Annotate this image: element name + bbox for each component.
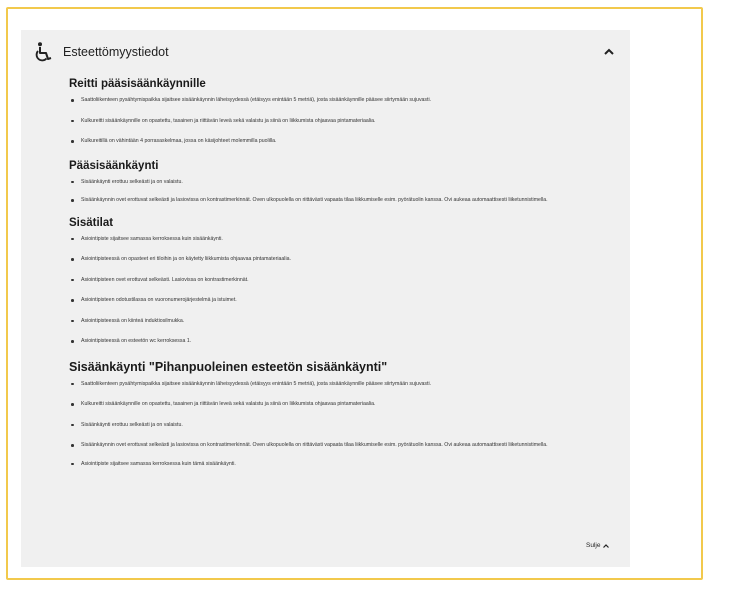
list-item: Asiointipiste sijaitsee samassa kerroksessa kuin tämä sisäänkäynti. [69, 460, 624, 469]
list-item: Asiointipisteessä on esteetön wc kerroksessa 1. [69, 337, 624, 346]
section-heading-route: Reitti pääsisäänkäynnille [69, 78, 206, 90]
list-item: Sisäänkäynti erottuu selkeästi ja on valaistu. [69, 421, 624, 430]
close-label: Sulje [586, 542, 601, 549]
list-item: Kulkureitti sisäänkäynnille on opastettu, tasainen ja riittävän leveä sekä valaistu ja siinä on liikkumista ohjaavaa pintamateriaalia. [69, 400, 624, 409]
chevron-up-icon[interactable] [604, 48, 614, 55]
list-item: Sisäänkäynnin ovet erottuvat selkeästi ja lasiovissa on kontrastimerkinnät. Oven ulkopuolella on riittävästi vapaata tilaa liikkumiselle esim. pyörätuolin kanssa. Ovi aukeaa automaattisesti liiketunnistimella. [69, 196, 624, 205]
list-item: Asiointipiste sijaitsee samassa kerroksessa kuin sisäänkäynti. [69, 235, 624, 244]
section-heading-main-entrance: Pääsisäänkäynti [69, 159, 159, 172]
accordion-header[interactable] [21, 30, 630, 72]
list-item: Asiointipisteessä on kiinteä induktiosilmukka. [69, 317, 624, 326]
list-item: Saattoliikenteen pysähtymispaikka sijaitsee sisäänkäynnin läheisyydessä (etäisyys enintään 5 metriä), josta sisäänkäynnille pääsee siirtymään sujuvasti. [69, 380, 624, 389]
section-list-interior [69, 235, 624, 346]
accordion-content [69, 78, 624, 468]
list-item: Sisäänkäynnin ovet erottuvat selkeästi ja lasiovissa on kontrastimerkinnät. Oven ulkopuolella on riittävästi vapaata tilaa liikkumiselle esim. pyörätuolin kanssa. Ovi aukeaa automaattisesti liiketunnistimella. [69, 441, 624, 450]
list-item: Kulkureitti sisäänkäynnille on opastettu, tasainen ja riittävän leveä sekä valaistu ja siinä on liikkumista ohjaavaa pintamateriaalia. [69, 117, 624, 126]
list-item: Saattoliikenteen pysähtymispaikka sijaitsee sisäänkäynnin läheisyydessä (etäisyys enintään 5 metriä), josta sisäänkäynnille pääsee siirtymään sujuvasti. [69, 96, 624, 105]
section-heading-courtyard-entrance: Sisäänkäynti "Pihanpuoleinen esteetön sisäänkäynti" [69, 359, 388, 374]
list-item: Sisäänkäynti erottuu selkeästi ja on valaistu. [69, 178, 624, 187]
section-list-route [69, 96, 624, 146]
section-heading-interior: Sisätilat [69, 216, 114, 229]
chevron-up-icon [603, 544, 609, 548]
accessibility-panel [21, 30, 630, 567]
wheelchair-icon [35, 42, 53, 62]
section-list-courtyard-entrance [69, 380, 624, 469]
close-button[interactable] [586, 542, 609, 549]
accordion-title: Esteettömyystiedot [63, 45, 169, 59]
list-item: Asiointipisteessä on opasteet eri tiloihin ja on käytetty liikkumista ohjaavaa pintamateriaalia. [69, 255, 624, 264]
section-list-main-entrance [69, 178, 624, 205]
list-item: Kulkureitillä on vähintään 4 porrasaskelmaa, jossa on käsijohteet molemmilla puolilla. [69, 137, 624, 146]
list-item: Asiointipisteen ovet erottuvat selkeästi. Lasiovissa on kontrastimerkinnät. [69, 276, 624, 285]
list-item: Asiointipisteen odotustilassa on vuoronumerojärjestelmä ja istuimet. [69, 296, 624, 305]
